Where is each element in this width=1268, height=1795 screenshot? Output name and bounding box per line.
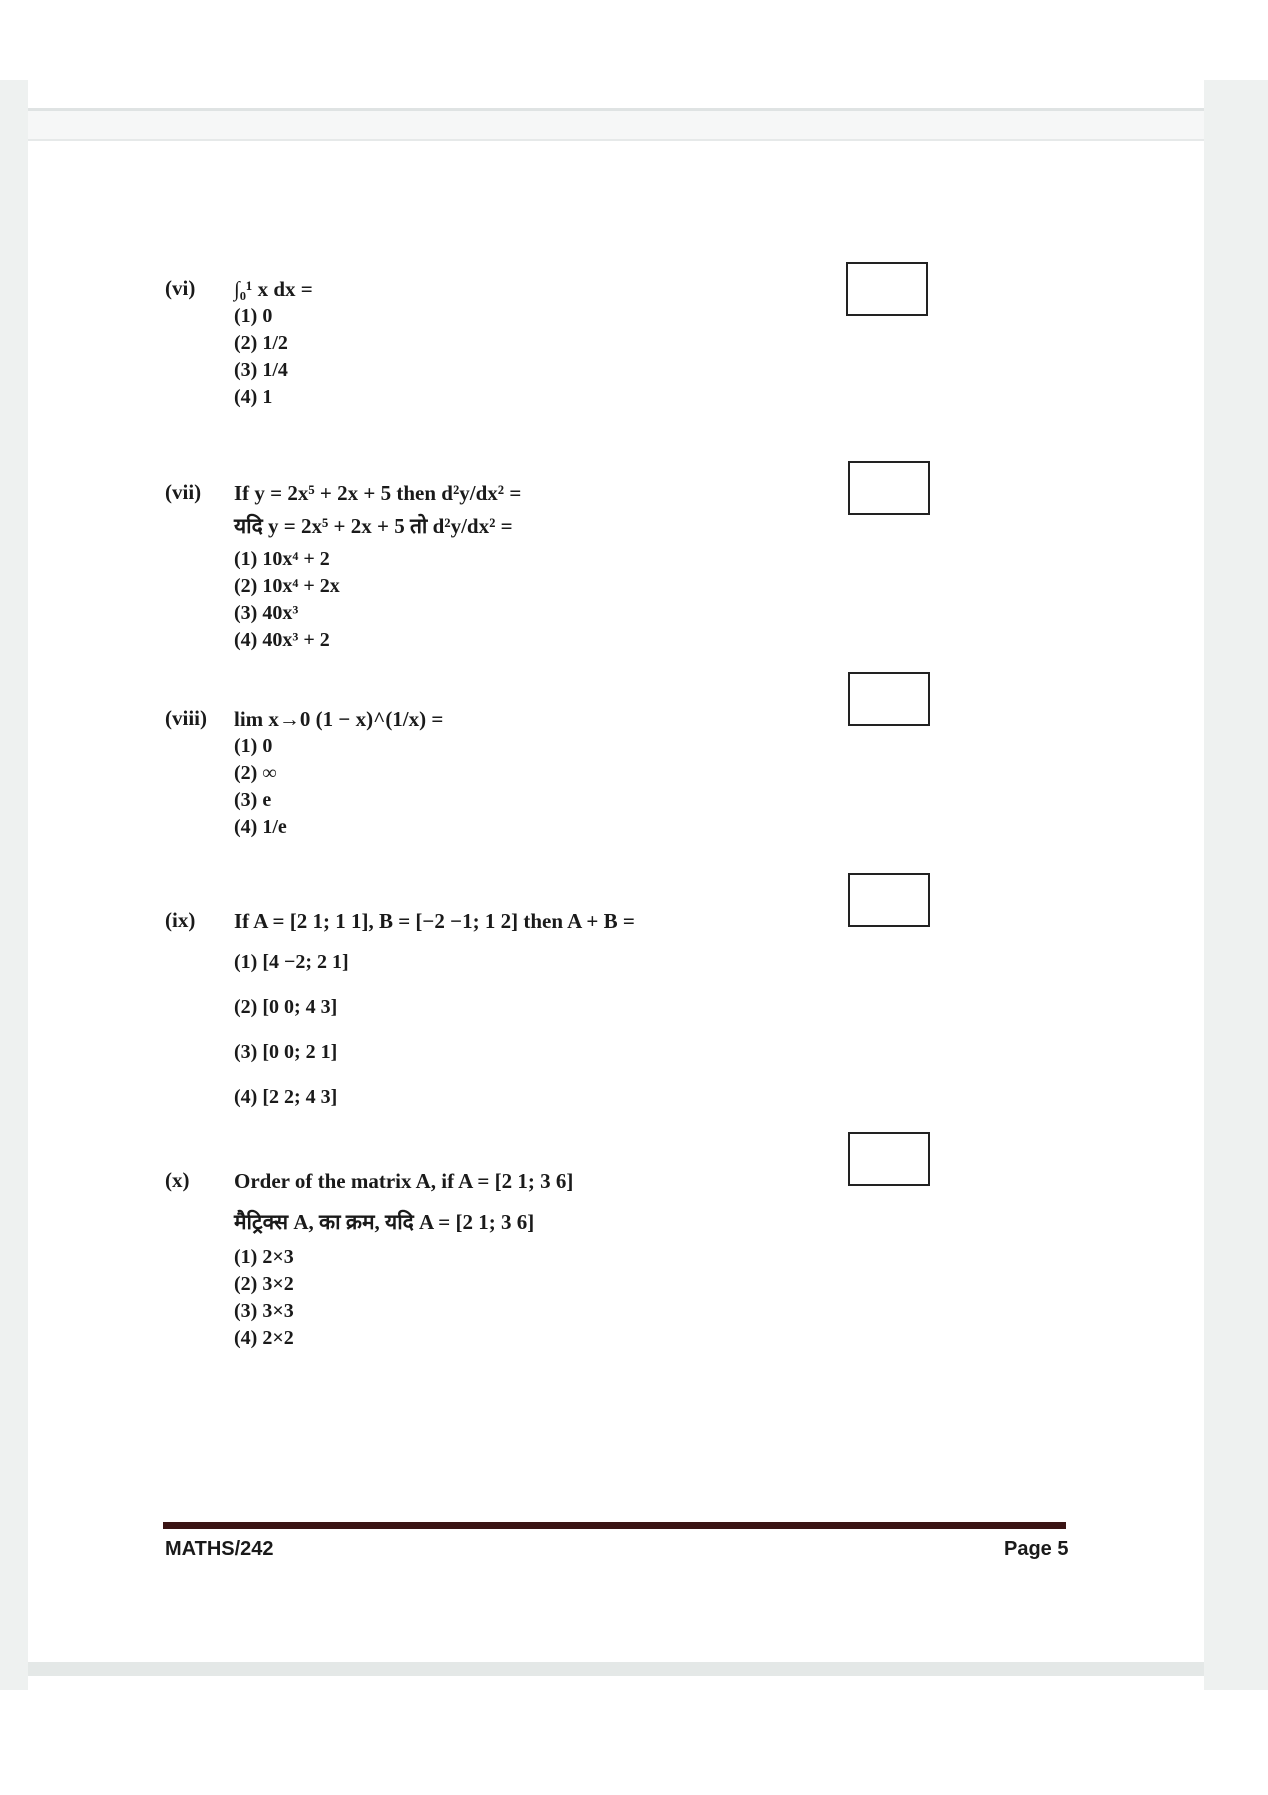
question-stem: lim x→0 (1 − x)^(1/x) =	[234, 707, 444, 731]
left-gutter	[0, 80, 28, 1690]
option-2: (2) [0 0; 4 3]	[234, 996, 338, 1018]
subject-code: MATHS/242	[165, 1538, 274, 1560]
right-gutter	[1204, 80, 1268, 1690]
question-content	[234, 1168, 573, 1352]
option-2: (2) 3×2	[234, 1273, 294, 1295]
option-3: (3) 1/4	[234, 359, 288, 381]
question-stem-hindi: मैट्रिक्स A, का क्रम, यदि A = [2 1; 3 6]	[234, 1210, 535, 1234]
page-number: Page 5	[1004, 1538, 1069, 1560]
option-1: (1) 2×3	[234, 1246, 294, 1268]
option-3: (3) e	[234, 789, 272, 811]
answer-box-vi[interactable]	[846, 262, 928, 316]
answer-box-ix[interactable]	[848, 873, 930, 927]
option-4: (4) 1/e	[234, 816, 287, 838]
option-1: (1) 0	[234, 305, 273, 327]
question-content	[234, 908, 635, 1111]
question-number: (viii)	[165, 706, 207, 730]
question-stem: If y = 2x⁵ + 2x + 5 then d²y/dx² =	[234, 481, 522, 505]
option-4: (4) [2 2; 4 3]	[234, 1086, 338, 1108]
question-stem: ∫₀¹ x dx =	[234, 277, 313, 301]
question-content	[234, 706, 443, 841]
option-3: (3) [0 0; 2 1]	[234, 1041, 338, 1063]
option-2: (2) 1/2	[234, 332, 288, 354]
answer-box-viii[interactable]	[848, 672, 930, 726]
page-header-strip	[28, 108, 1204, 141]
option-2: (2) 10x⁴ + 2x	[234, 575, 340, 597]
question-stem: If A = [2 1; 1 1], B = [−2 −1; 1 2] then A + B =	[234, 909, 635, 933]
option-3: (3) 40x³	[234, 602, 299, 624]
answer-box-x[interactable]	[848, 1132, 930, 1186]
question-number: (vii)	[165, 480, 202, 504]
option-1: (1) 0	[234, 735, 273, 757]
question-content	[234, 480, 521, 654]
option-2: (2) ∞	[234, 762, 277, 784]
question-content	[234, 276, 313, 411]
option-3: (3) 3×3	[234, 1300, 294, 1322]
option-4: (4) 2×2	[234, 1327, 294, 1349]
option-4: (4) 40x³ + 2	[234, 629, 330, 651]
option-1: (1) [4 −2; 2 1]	[234, 951, 349, 973]
question-number: (vi)	[165, 276, 196, 300]
footer-rule	[163, 1522, 1066, 1529]
question-stem: Order of the matrix A, if A = [2 1; 3 6]	[234, 1169, 574, 1193]
answer-box-vii[interactable]	[848, 461, 930, 515]
question-number: (ix)	[165, 908, 196, 932]
page-bottom-edge	[28, 1662, 1204, 1676]
option-4: (4) 1	[234, 386, 273, 408]
question-stem-hindi: यदि y = 2x⁵ + 2x + 5 तो d²y/dx² =	[234, 514, 513, 538]
question-number: (x)	[165, 1168, 190, 1192]
option-1: (1) 10x⁴ + 2	[234, 548, 330, 570]
